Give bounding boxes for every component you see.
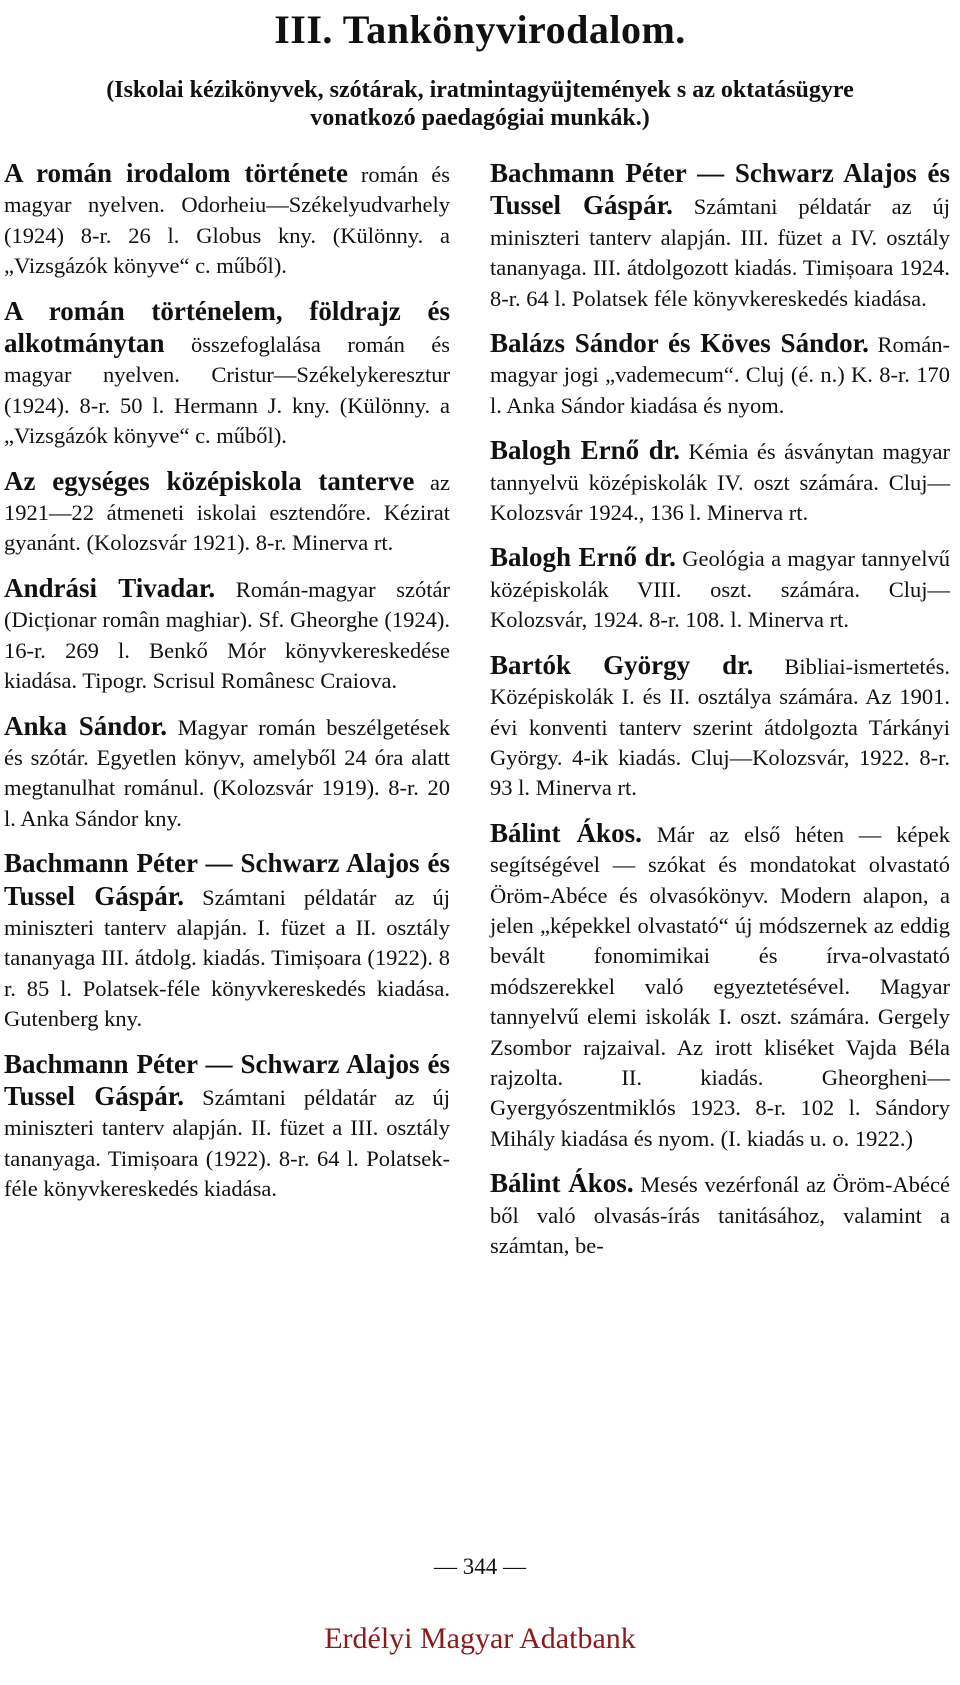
bibliography-entry — [4, 573, 450, 697]
entry-text: Már az első héten — képek segítségével — szókat és mondatokat olvastató Öröm-Abéce és olvasókönyv. Modern alapon, a jelen „képekkel olvastató“ új módszernek az eddig bevált fonomimikai és írva-olvastató módszerekkel való egyeztetésével. Magyar tannyelvű elemi iskolák I. oszt. számára. Gergely Zsombor rajzaival. Az irott kliséket Vajda Béla rajzolta. II. kiadás. Gheorgheni—Gyergyószentmiklós 1923. 8-r. 102 l. Sándory Mihály kiadása és nyom. (I. kiadás u. o. 1922.) — [490, 821, 950, 1151]
entry-text: Kémia és ásványtan magyar tannyelvü középiskolák IV. oszt számára. Cluj—Kolozsvár 1924., 136 l. Minerva rt. — [490, 439, 950, 526]
bibliography-entry — [4, 466, 450, 559]
left-column — [4, 158, 450, 1219]
entry-author: Balogh Ernő dr. — [490, 435, 680, 466]
entry-author: A román történelem, földrajz és alkotmánytan — [4, 295, 450, 359]
bibliography-entry — [490, 1168, 950, 1261]
entry-author: Bachmann Péter — Schwarz Alajos és Tussel Gáspár. — [4, 1048, 450, 1111]
entry-author: Andrási Tivadar. — [4, 572, 216, 603]
entry-text: Mesés vezérfonál az Öröm-Abécé ből való olvasás-írás tanitásához, valamint a számtan, be- — [490, 1172, 951, 1258]
source-watermark: Erdélyi Magyar Adatbank — [324, 1622, 636, 1655]
entry-author: A román irodalom története — [4, 158, 348, 188]
entry-author: Balogh Ernő dr. — [490, 542, 676, 573]
bibliography-entry — [4, 1049, 450, 1205]
entry-author: Bartók György dr. — [490, 649, 754, 680]
right-column — [490, 158, 950, 1275]
subtitle-line: (Iskolai kézikönyvek, szótárak, iratmintagyüjtemények s az oktatásügyre — [106, 77, 854, 103]
bibliography-entry — [490, 158, 950, 314]
entry-author: Az egységes középiskola tanterve — [4, 465, 415, 496]
entry-text: Magyar román beszélgetések és szótár. Egyetlen könyv, amelyből 24 óra alatt megtanulhat románul. (Kolozsvár 1919). 8-r. 20 l. Anka Sándor kny. — [4, 714, 450, 831]
entry-text: román és magyar nyelven. Odorheiu—Székelyudvarhely (1924) 8-r. 26 l. Globus kny. (Különny. a „Vizsgázók könyve“ c. műből). — [4, 162, 450, 279]
bibliography-entry — [490, 328, 950, 421]
bibliography-entry — [4, 848, 450, 1034]
entry-text: Számtani példatár az új miniszteri tanterv alapján. III. füzet a IV. osztály tananyaga. III. átdolgozott kiadás. Timișoara 1924. 8-r. 64 l. Polatsek féle könyvkereskedés kiadása. — [490, 194, 951, 311]
bibliography-entry — [4, 158, 450, 282]
bibliography-entry — [490, 435, 950, 528]
bibliography-entry — [490, 650, 950, 804]
entry-text: összefoglalása román és magyar nyelven. Cristur—Székelykeresztur (1924). 8-r. 50 l. Hermann J. kny. (Különny. a „Vizsgázók könyve“ c. műből). — [4, 332, 450, 449]
entry-author: Balázs Sándor és Köves Sándor. — [490, 328, 869, 359]
entry-text: Bibliai-ismertetés. Középiskolák I. és II. osztálya számára. Az 1901. évi konventi tanterv szerint átdolgozta Tárkányi György. 4-ik kiadás. Cluj—Kolozsvár, 1922. 8-r. 93 l. Minerva rt. — [490, 653, 950, 801]
bibliography-entry — [4, 296, 450, 452]
entry-text: Román-magyar jogi „vademecum“. Cluj (é. n.) K. 8-r. 170 l. Anka Sándor kiadása és nyom. — [490, 332, 950, 418]
entry-text: az 1921—22 átmeneti iskolai esztendőre. Kézirat gyanánt. (Kolozsvár 1921). 8-r. Minerva rt. — [4, 469, 450, 556]
entry-text: Román-magyar szótár (Dicționar român maghiar). Sf. Gheorghe (1924). 16-r. 269 l. Benkő Mór könyvkereskedése kiadása. Tipogr. Scrisul Românesc Craiova. — [4, 576, 450, 694]
entry-text: Számtani példatár az új miniszteri tanterv alapján. II. füzet a III. osztály tananyaga. Timișoara (1922). 8-r. 64 l. Polatsek-féle könyvkereskedés kiadása. — [4, 1084, 450, 1202]
entry-author: Anka Sándor. — [4, 710, 168, 741]
entry-text: Geológia a magyar tannyelvű középiskolák VIII. oszt. számára. Cluj—Kolozsvár, 1924. 8-r. 108. l. Minerva rt. — [490, 546, 951, 633]
entry-author: Bálint Ákos. — [490, 1168, 634, 1199]
subtitle-line: vonatkozó paedagógiai munkák.) — [310, 105, 650, 131]
bibliography-entry — [4, 711, 450, 835]
bibliography-entry — [490, 818, 950, 1154]
entry-author: Bálint Ákos. — [490, 817, 642, 848]
entry-text: Számtani példatár az új miniszteri tanterv alapján. I. füzet a II. osztály tananyaga III. átdolg. kiadás. Timișoara (1922). 8 r. 85 l. Polatsek-féle könyvkereskedés kiadása. Gutenberg kny. — [4, 884, 450, 1032]
section-subtitle — [8, 76, 952, 132]
page-number: — 344 — — [434, 1554, 526, 1579]
section-title: III. Tankönyvirodalom. — [274, 7, 686, 52]
entry-author: Bachmann Péter — Schwarz Alajos és Tussel Gáspár. — [490, 158, 950, 221]
bibliography-entry — [490, 542, 950, 635]
entry-author: Bachmann Péter — Schwarz Alajos és Tussel Gáspár. — [4, 848, 450, 911]
